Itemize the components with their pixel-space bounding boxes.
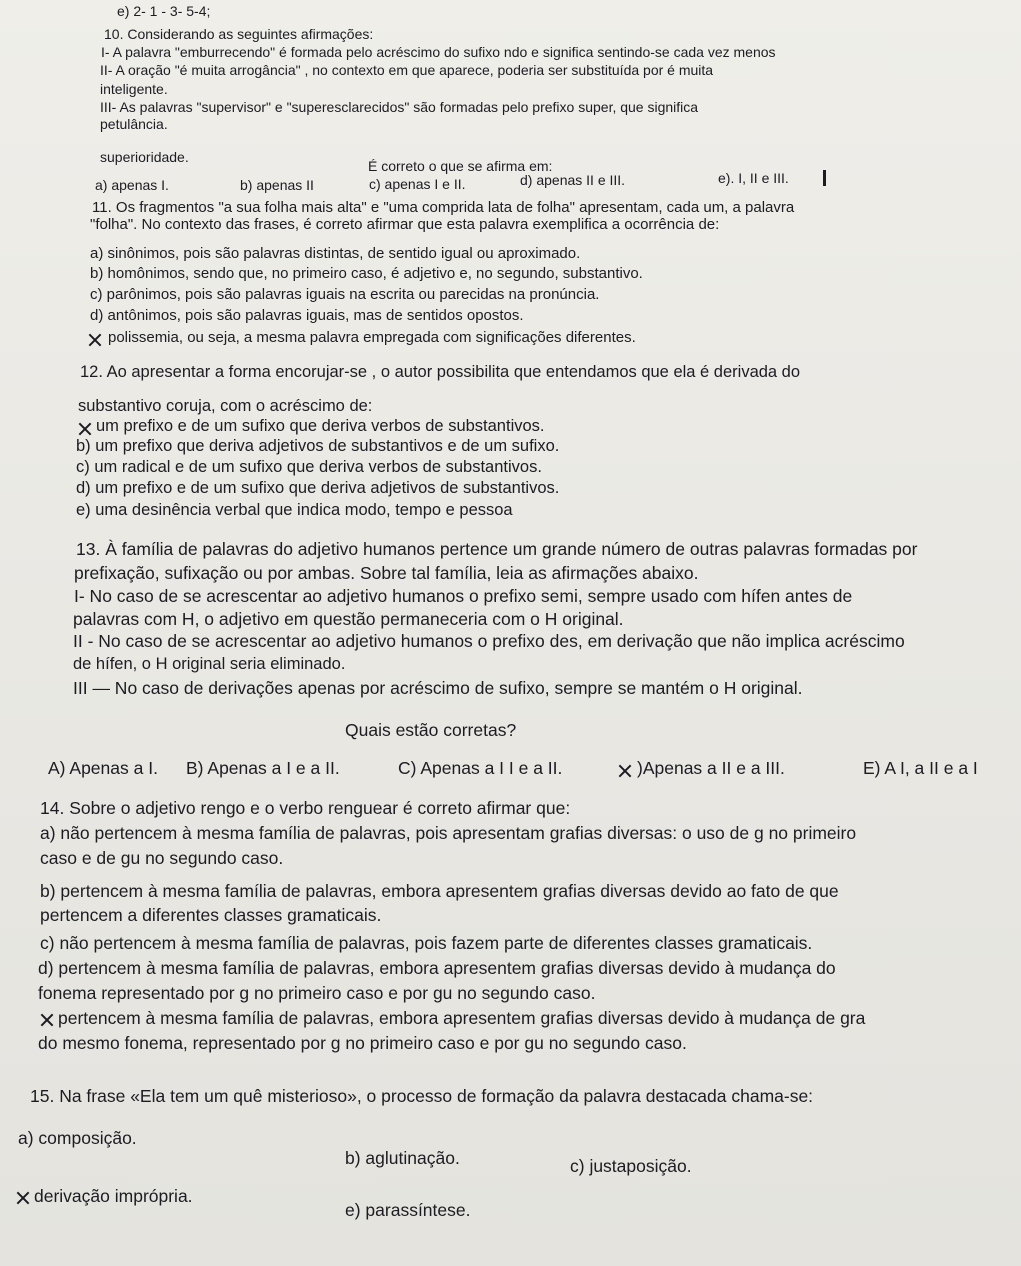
text-line: a) sinônimos, pois são palavras distintas, de sentido igual ou aproximado. bbox=[90, 245, 581, 262]
text-line: 11. Os fragmentos "a sua folha mais alta" e "uma comprida lata de folha" apresentam, cada um, a palavra bbox=[92, 199, 795, 216]
text-line: c) parônimos, pois são palavras iguais na escrita ou parecidas na pronúncia. bbox=[90, 286, 600, 303]
text-line: c) não pertencem à mesma família de palavras, pois fazem parte de diferentes classes gramaticais. bbox=[40, 933, 813, 953]
text-line: II - No caso de se acrescentar ao adjetivo humanos o prefixo des, em derivação que não implica acréscimo bbox=[73, 631, 905, 651]
text-line: c) apenas I e II. bbox=[369, 176, 466, 192]
text-line: superioridade. bbox=[100, 149, 189, 165]
text-line: "folha". No contexto das frases, é correto afirmar que esta palavra exemplifica a ocorrência de: bbox=[90, 216, 720, 233]
text-line: 13. À família de palavras do adjetivo humanos pertence um grande número de outras palavras formadas por bbox=[76, 539, 918, 559]
text-line: III- As palavras "supervisor" e "superesclarecidos" são formadas pelo prefixo super, que significa bbox=[100, 99, 699, 115]
text-line: c) justaposição. bbox=[570, 1156, 692, 1176]
text-line: derivação imprópria. bbox=[34, 1186, 193, 1206]
text-line: palavras com H, o adjetivo em questão permaneceria com o H original. bbox=[73, 609, 624, 629]
text-line: pertencem à mesma família de palavras, embora apresentem grafias diversas devido à mudança de gra bbox=[58, 1008, 866, 1028]
text-line: a) composição. bbox=[18, 1128, 137, 1148]
text-line: I- No caso de se acrescentar ao adjetivo humanos o prefixo semi, sempre usado com hífen antes de bbox=[74, 586, 853, 606]
text-line: e) parassíntese. bbox=[345, 1200, 471, 1220]
text-line: 14. Sobre o adjetivo rengo e o verbo renguear é correto afirmar que: bbox=[40, 798, 571, 818]
text-line: b) pertencem à mesma família de palavras, embora apresentem grafias diversas devido ao fato de que bbox=[40, 881, 839, 901]
text-line: B) Apenas a I e a II. bbox=[186, 758, 340, 778]
text-line: b) aglutinação. bbox=[345, 1148, 460, 1168]
text-line: polissemia, ou seja, a mesma palavra empregada com significações diferentes. bbox=[108, 329, 636, 346]
text-line: b) um prefixo que deriva adjetivos de substantivos e de um sufixo. bbox=[76, 437, 560, 455]
answer-mark-13d bbox=[616, 762, 634, 780]
text-line: a) não pertencem à mesma família de palavras, pois apresentam grafias diversas: o uso de g no primeiro bbox=[40, 823, 857, 843]
text-line: caso e de gu no segundo caso. bbox=[40, 848, 284, 868]
answer-mark-10e bbox=[823, 170, 826, 186]
text-line: e). I, II e III. bbox=[718, 170, 789, 186]
text-line: 10. Considerando as seguintes afirmações: bbox=[104, 26, 374, 42]
answer-mark-15d bbox=[14, 1189, 32, 1207]
text-line: III — No caso de derivações apenas por acréscimo de sufixo, sempre se mantém o H original. bbox=[73, 678, 803, 698]
text-line: II- A oração "é muita arrogância" , no contexto em que aparece, poderia ser substituída por é muita bbox=[100, 62, 714, 78]
text-line: )Apenas a II e a III. bbox=[637, 758, 785, 778]
text-line: É correto o que se afirma em: bbox=[368, 158, 553, 174]
text-line: d) apenas II e III. bbox=[520, 172, 626, 188]
text-line: e) uma desinência verbal que indica modo, tempo e pessoa bbox=[76, 501, 513, 519]
text-line: C) Apenas a I I e a II. bbox=[398, 758, 563, 778]
text-line: b) apenas II bbox=[240, 177, 314, 193]
text-line: um prefixo e de um sufixo que deriva verbos de substantivos. bbox=[96, 417, 545, 435]
text-line: d) antônimos, pois são palavras iguais, mas de sentidos opostos. bbox=[90, 307, 524, 324]
text-line: petulância. bbox=[100, 116, 168, 132]
text-line: inteligente. bbox=[100, 81, 168, 97]
text-line: a) apenas I. bbox=[95, 177, 169, 193]
text-line: b) homônimos, sendo que, no primeiro caso, é adjetivo e, no segundo, substantivo. bbox=[90, 265, 643, 282]
text-line: de hífen, o H original seria eliminado. bbox=[73, 655, 346, 673]
text-line: d) pertencem à mesma família de palavras, embora apresentem grafias diversas devido à mudança do bbox=[38, 958, 836, 978]
answer-mark-12a bbox=[76, 420, 94, 438]
text-line: 15. Na frase «Ela tem um quê misterioso», o processo de formação da palavra destacada chama-se: bbox=[30, 1086, 814, 1106]
text-line: d) um prefixo e de um sufixo que deriva adjetivos de substantivos. bbox=[76, 479, 560, 497]
text-line: substantivo coruja, com o acréscimo de: bbox=[78, 397, 373, 415]
text-line: Quais estão corretas? bbox=[345, 720, 517, 740]
text-line: fonema representado por g no primeiro caso e por gu no segundo caso. bbox=[38, 983, 596, 1003]
text-line: c) um radical e de um sufixo que deriva verbos de substantivos. bbox=[76, 458, 542, 476]
text-line: 12. Ao apresentar a forma encorujar-se , o autor possibilita que entendamos que ela é derivada do bbox=[80, 363, 801, 381]
text-line: A) Apenas a I. bbox=[48, 758, 158, 778]
text-line: do mesmo fonema, representado por g no primeiro caso e por gu no segundo caso. bbox=[38, 1033, 687, 1053]
text-line: e) 2- 1 - 3- 5-4; bbox=[117, 3, 211, 19]
text-line: I- A palavra "emburrecendo" é formada pelo acréscimo do sufixo ndo e significa sentindo-se cada vez menos bbox=[101, 44, 776, 60]
answer-mark-11e bbox=[86, 331, 104, 349]
text-line: prefixação, sufixação ou por ambas. Sobre tal família, leia as afirmações abaixo. bbox=[74, 563, 699, 583]
answer-mark-14e bbox=[38, 1011, 56, 1029]
text-line: pertencem a diferentes classes gramaticais. bbox=[40, 905, 382, 925]
text-line: E) A I, a II e a I bbox=[863, 758, 978, 778]
